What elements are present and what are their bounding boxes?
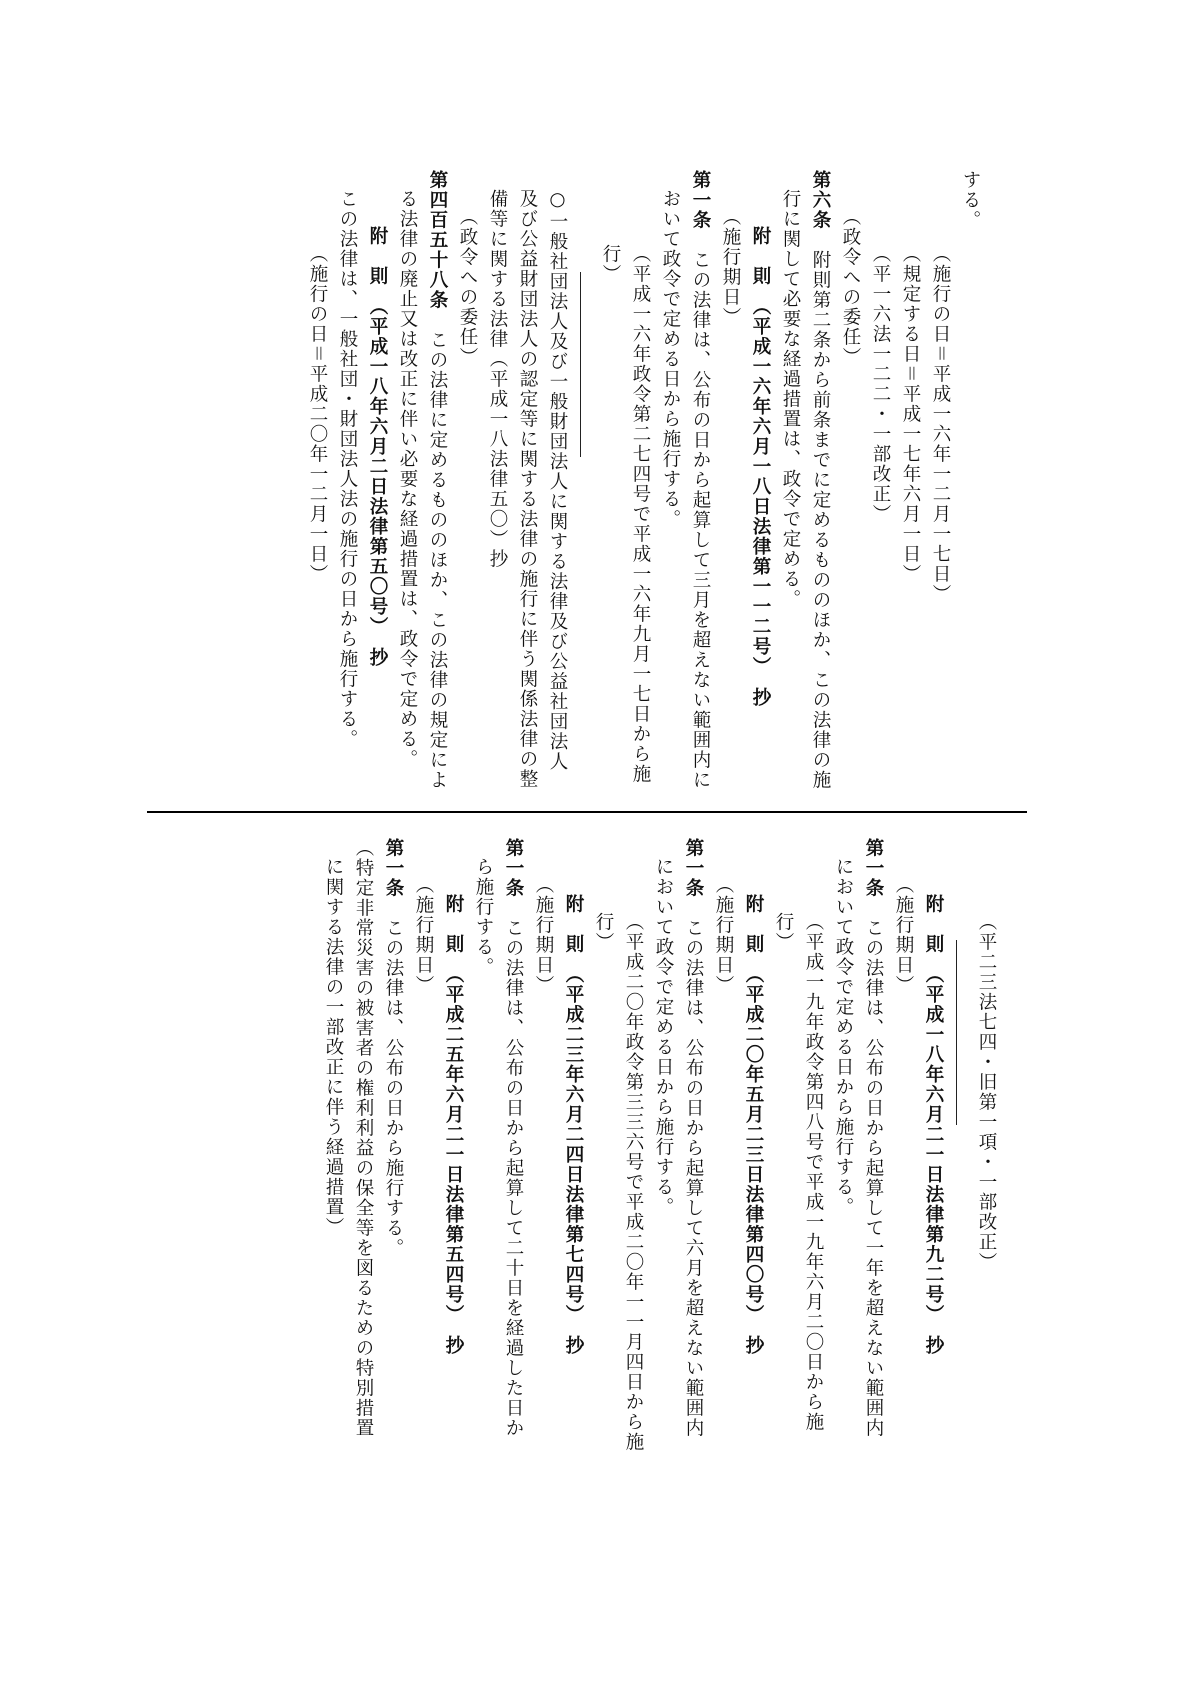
caption-line: （施行期日） [713, 875, 734, 995]
article-paragraph [775, 170, 835, 790]
caption-line: （施行期日） [720, 207, 741, 327]
note-line: （平成一九年政令第四八号で平成一九年六月二〇日から施行） [773, 912, 824, 1432]
article-number: 第一条 [683, 838, 704, 898]
note-line: （規定する日＝平成一七年六月一日） [900, 244, 921, 585]
document-panel-top [147, 148, 1027, 810]
article-number: 第一条 [383, 838, 404, 898]
article-paragraph [392, 170, 452, 790]
article-text: この法律は、公布の日から起算して一年を超えない範囲内において政令で定める日から施行する。 [833, 856, 884, 1438]
article-text: この法律は、公布の日から起算して二十日を経過した日から施行する。 [473, 856, 524, 1438]
supplementary-heading: 附 則 （平成二〇年五月二三日法律第四〇号） 抄 [743, 893, 764, 1355]
separator-rule [956, 940, 957, 1125]
article-number: 第一条 [503, 838, 524, 898]
supplementary-heading: 附 則 （平成二三年六月二四日法律第七四号） 抄 [563, 893, 584, 1355]
note-line: （平成二〇年政令第三三六号で平成二〇年一一月四日から施行） [593, 912, 644, 1452]
article-text: この法律は、公布の日から起算して三月を超えない範囲内において政令で定める日から施行する。 [660, 188, 711, 790]
note-line: （施行の日＝平成一六年一二月一七日） [930, 244, 951, 605]
law-title: ○一般社団法人及び一般財団法人に関する法律及び公益社団法人及び公益財団法人の認定等に関する法律の施行に伴う関係法律の整備等に関する法律（平成一八法律五〇）抄 [487, 188, 568, 789]
text-line: する。 [960, 170, 981, 230]
article-number: 第一条 [863, 838, 884, 898]
supplementary-heading: 附 則 （平成二五年六月二一日法律第五四号） 抄 [443, 893, 464, 1355]
article-text: この法律は、公布の日から施行する。 [383, 898, 404, 1258]
caption-line: （政令への委任） [840, 207, 861, 367]
supplementary-heading: 附 則 （平成一六年六月一八日法律第一一二号） 抄 [750, 225, 771, 707]
separator-rule [580, 272, 581, 457]
article-text: この法律に定めるもののほか、この法律の規定による法律の廃止又は改正に伴い必要な経過措置は、政令で定める。 [397, 188, 448, 790]
article-number: 第四百五十八条 [427, 170, 448, 310]
document-panel-bottom [147, 814, 1027, 1478]
caption-line: （施行期日） [413, 875, 434, 995]
page-divider [147, 811, 1027, 813]
vertical-text-flow-top [302, 148, 1027, 790]
article-paragraph [378, 838, 408, 1454]
article-paragraph [648, 838, 708, 1454]
article-number: 第六条 [810, 170, 831, 230]
note-line: （平二三法七四・旧第一項・一部改正） [976, 912, 997, 1272]
article-paragraph [468, 838, 528, 1454]
text-line: この法律は、一般社団・財団法人法の施行の日から施行する。 [337, 188, 358, 749]
note-line: （施行の日＝平成二〇年一二月一日） [307, 244, 328, 585]
vertical-text-flow-bottom [318, 814, 1027, 1454]
article-text: 附則第二条から前条までに定めるもののほか、この法律の施行に関して必要な経過措置は、政令で定める。 [780, 188, 831, 790]
caption-line: （施行期日） [533, 875, 554, 995]
caption-line: （政令への委任） [457, 207, 478, 367]
note-line: （平成一六年政令第二七四号で平成一六年九月一七日から施行） [600, 244, 651, 784]
caption-line: （施行期日） [893, 875, 914, 995]
note-line: （平一六法一二二・一部改正） [870, 244, 891, 524]
supplementary-heading: 附 則 （平成一八年六月二日法律第五〇号） 抄 [367, 225, 388, 667]
article-number: 第一条 [690, 170, 711, 230]
caption-line: （特定非常災害の被害者の権利利益の保全等を図るための特別措置に関する法律の一部改正に伴う経過措置） [323, 838, 374, 1438]
article-paragraph [828, 838, 888, 1454]
article-paragraph [655, 170, 715, 790]
supplementary-heading: 附 則 （平成一八年六月二一日法律第九二号） 抄 [923, 893, 944, 1355]
article-text: この法律は、公布の日から起算して六月を超えない範囲内において政令で定める日から施行する。 [653, 856, 704, 1438]
